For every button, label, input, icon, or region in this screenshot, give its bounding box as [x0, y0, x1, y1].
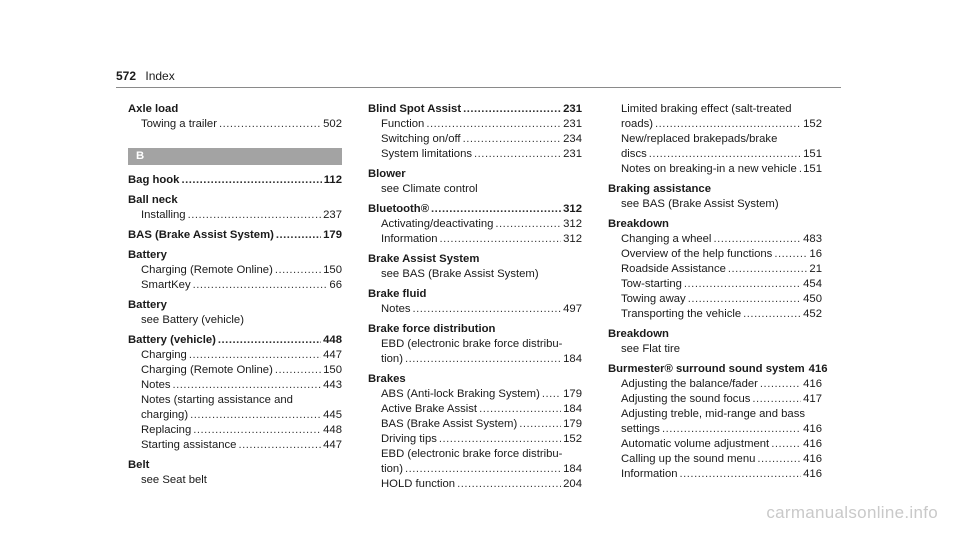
leader-dots — [757, 452, 801, 467]
page-ref[interactable]: 151 — [803, 148, 822, 160]
leader-dots — [413, 302, 562, 317]
index-subentry[interactable] — [128, 393, 342, 408]
leader-dots — [275, 363, 321, 378]
index-subentry[interactable] — [368, 417, 582, 432]
subentry-label: Driving tips — [381, 433, 437, 445]
page-ref[interactable]: 204 — [563, 478, 582, 490]
subentry-label: Towing away — [621, 293, 686, 305]
entry-spacer — [608, 482, 822, 487]
subentry-label: Adjusting treble, mid-range and bass — [621, 408, 805, 420]
page-number: 572 — [116, 69, 137, 83]
page-ref[interactable]: 312 — [563, 233, 582, 245]
page-ref[interactable]: 417 — [803, 393, 822, 405]
leader-dots — [238, 438, 321, 453]
section-title: Index — [145, 69, 175, 83]
page-ref[interactable]: 448 — [323, 334, 342, 346]
page-header — [116, 69, 175, 83]
page-ref[interactable]: 231 — [563, 103, 582, 115]
page-ref[interactable]: 416 — [803, 378, 822, 390]
entry-spacer — [368, 492, 582, 497]
leader-dots — [431, 202, 561, 217]
index-entry — [368, 102, 582, 162]
page-ref[interactable]: 184 — [563, 353, 582, 365]
page-ref[interactable]: 179 — [563, 388, 582, 400]
index-subentry[interactable] — [608, 232, 822, 247]
page-ref[interactable]: 66 — [329, 279, 342, 291]
index-subentry[interactable] — [128, 473, 342, 488]
leader-dots — [479, 402, 561, 417]
subentry-label: see Battery (vehicle) — [141, 314, 244, 326]
index-entry — [368, 252, 582, 282]
subentry-label: Charging — [141, 349, 187, 361]
leader-dots — [495, 217, 561, 232]
page-ref[interactable]: 312 — [563, 203, 582, 215]
page-ref[interactable]: 416 — [803, 438, 822, 450]
page-ref[interactable]: 231 — [563, 148, 582, 160]
page-ref[interactable]: 16 — [809, 248, 822, 260]
page-ref[interactable]: 443 — [323, 379, 342, 391]
leader-dots — [662, 422, 801, 437]
subentry-label: see Flat tire — [621, 343, 681, 355]
index-subentry[interactable] — [608, 147, 822, 162]
leader-dots — [680, 467, 802, 482]
index-subentry[interactable] — [368, 432, 582, 447]
page-ref[interactable]: 152 — [803, 118, 822, 130]
index-term[interactable] — [368, 287, 582, 302]
term-label: Ball neck — [128, 194, 178, 206]
subentry-label: Transporting the vehicle — [621, 308, 742, 320]
subentry-label: Changing a wheel — [621, 233, 712, 245]
page-ref[interactable]: 237 — [323, 209, 342, 221]
term-label: Burmester® surround sound system — [608, 363, 805, 375]
index-term[interactable] — [368, 372, 582, 387]
index-subentry[interactable] — [368, 402, 582, 417]
index-subentry[interactable] — [608, 437, 822, 452]
index-entry — [608, 362, 828, 482]
term-label: Bluetooth® — [368, 203, 430, 215]
page-ref[interactable]: 447 — [323, 349, 342, 361]
page-ref[interactable]: 231 — [563, 118, 582, 130]
index-subentry[interactable] — [368, 302, 582, 317]
header-rule — [116, 87, 841, 88]
index-subentry[interactable] — [608, 277, 822, 292]
index-entry — [128, 248, 342, 293]
index-subentry[interactable] — [368, 232, 582, 247]
index-subentry[interactable] — [128, 278, 342, 293]
leader-dots — [774, 247, 807, 262]
leader-dots — [440, 232, 562, 247]
page-ref[interactable]: 448 — [323, 424, 342, 436]
subentry-label: Limited braking effect (salt-treated — [621, 103, 792, 115]
leader-dots — [405, 352, 561, 367]
index-subentry[interactable] — [608, 342, 822, 357]
index-subentry[interactable] — [128, 348, 342, 363]
index-subentry[interactable] — [608, 392, 822, 407]
term-label: BAS (Brake Assist System) — [128, 229, 274, 241]
subentry-label: Notes on breaking-in a new vehicle — [621, 163, 797, 175]
page-ref[interactable]: 416 — [803, 453, 822, 465]
subentry-label: tion) — [381, 463, 403, 475]
subentry-label: HOLD function — [381, 478, 456, 490]
index-entry — [608, 182, 822, 212]
index-subentry[interactable] — [368, 462, 582, 477]
leader-dots — [752, 392, 801, 407]
index-term[interactable] — [368, 322, 582, 337]
index-entry — [368, 167, 582, 197]
leader-dots — [457, 477, 561, 492]
index-subentry[interactable] — [608, 292, 822, 307]
index-term[interactable] — [608, 362, 828, 377]
page-ref[interactable]: 452 — [803, 308, 822, 320]
leader-dots — [655, 117, 801, 132]
entry-spacer — [128, 132, 342, 137]
index-subentry[interactable] — [368, 477, 582, 492]
index-term[interactable] — [128, 298, 342, 313]
leader-dots — [474, 147, 561, 162]
page-ref[interactable]: 447 — [323, 439, 342, 451]
leader-dots — [426, 117, 561, 132]
index-term[interactable] — [128, 228, 342, 243]
index-entry — [368, 287, 582, 317]
index-entry — [128, 193, 342, 223]
term-label: Breakdown — [608, 218, 669, 230]
index-subentry[interactable] — [368, 267, 582, 282]
page-ref[interactable]: 416 — [803, 468, 822, 480]
index-subentry[interactable] — [368, 147, 582, 162]
leader-dots — [193, 278, 328, 293]
term-label: Battery — [128, 249, 167, 261]
letter-heading: B — [128, 148, 342, 165]
subentry-label: see BAS (Brake Assist System) — [621, 198, 779, 210]
subentry-label: Starting assistance — [141, 439, 237, 451]
index-subentry[interactable] — [368, 352, 582, 367]
subentry-label: EBD (electronic brake force distribu- — [381, 338, 563, 350]
leader-dots — [799, 162, 801, 177]
leader-dots — [173, 378, 322, 393]
index-subentry[interactable] — [608, 117, 822, 132]
leader-dots — [181, 173, 321, 188]
index-subentry[interactable] — [368, 117, 582, 132]
index-column-3 — [608, 102, 828, 487]
term-label: Brake Assist System — [368, 253, 480, 265]
page-ref[interactable]: 234 — [563, 133, 582, 145]
leader-dots — [218, 333, 321, 348]
index-term[interactable] — [608, 327, 822, 342]
index-subentry[interactable] — [608, 102, 822, 117]
index-subentry[interactable] — [368, 387, 582, 402]
index-term[interactable] — [368, 102, 582, 117]
leader-dots — [463, 132, 562, 147]
subentry-label: BAS (Brake Assist System) — [381, 418, 518, 430]
page-ref[interactable]: 184 — [563, 403, 582, 415]
leader-dots — [713, 232, 801, 247]
subentry-label: Activating/deactivating — [381, 218, 494, 230]
leader-dots — [193, 423, 321, 438]
page-ref[interactable]: 151 — [803, 163, 822, 175]
leader-dots — [760, 377, 801, 392]
term-label: Brake fluid — [368, 288, 427, 300]
index-subentry[interactable] — [128, 117, 342, 132]
leader-dots — [649, 147, 801, 162]
term-label: Belt — [128, 459, 150, 471]
subentry-label: Information — [381, 233, 438, 245]
page-ref[interactable]: 416 — [808, 363, 828, 375]
subentry-label: SmartKey — [141, 279, 191, 291]
leader-dots — [743, 307, 801, 322]
index-entry — [128, 102, 342, 132]
index-subentry[interactable] — [128, 378, 342, 393]
index-subentry[interactable] — [608, 467, 822, 482]
subentry-label: Replacing — [141, 424, 192, 436]
subentry-label: charging) — [141, 409, 189, 421]
index-subentry[interactable] — [368, 132, 582, 147]
page-ref[interactable]: 179 — [323, 229, 342, 241]
index-subentry[interactable] — [608, 307, 822, 322]
index-term[interactable] — [128, 102, 342, 117]
index-subentry[interactable] — [608, 132, 822, 147]
leader-dots — [219, 117, 321, 132]
entry-spacer — [128, 488, 342, 493]
page-ref[interactable]: 312 — [563, 218, 582, 230]
subentry-label: see BAS (Brake Assist System) — [381, 268, 539, 280]
index-term[interactable] — [608, 217, 822, 232]
index-subentry[interactable] — [608, 377, 822, 392]
page-ref[interactable]: 152 — [563, 433, 582, 445]
subentry-label: Information — [621, 468, 678, 480]
leader-dots — [188, 208, 322, 223]
subentry-label: see Climate control — [381, 183, 478, 195]
leader-dots — [439, 432, 561, 447]
index-subentry[interactable] — [608, 452, 822, 467]
page-ref[interactable]: 150 — [323, 264, 342, 276]
page-ref[interactable]: 450 — [803, 293, 822, 305]
subentry-label: Adjusting the sound focus — [621, 393, 751, 405]
subentry-label: Calling up the sound menu — [621, 453, 756, 465]
page-ref[interactable]: 179 — [563, 418, 582, 430]
index-subentry[interactable] — [608, 162, 822, 177]
subentry-label: Charging (Remote Online) — [141, 264, 273, 276]
subentry-label: Roadside Assistance — [621, 263, 726, 275]
page-ref[interactable]: 21 — [809, 263, 822, 275]
term-label: Braking assistance — [608, 183, 711, 195]
subentry-label: Function — [381, 118, 425, 130]
index-term[interactable] — [128, 458, 342, 473]
index-subentry[interactable] — [368, 447, 582, 462]
subentry-label: Notes — [141, 379, 171, 391]
subentry-label: discs — [621, 148, 647, 160]
index-subentry[interactable] — [608, 262, 822, 277]
index-entry — [128, 298, 342, 328]
index-term[interactable] — [608, 182, 822, 197]
index-subentry[interactable] — [128, 438, 342, 453]
subentry-label: Adjusting the balance/fader — [621, 378, 758, 390]
subentry-label: EBD (electronic brake force distribu- — [381, 448, 563, 460]
index-entry — [368, 202, 582, 247]
index-entry — [128, 458, 342, 488]
page-ref[interactable]: 445 — [323, 409, 342, 421]
index-subentry[interactable] — [128, 263, 342, 278]
page-ref[interactable]: 502 — [323, 118, 342, 130]
leader-dots — [189, 348, 321, 363]
leader-dots — [405, 462, 561, 477]
index-term[interactable] — [128, 173, 342, 188]
index-subentry[interactable] — [608, 197, 822, 212]
index-entry — [608, 102, 822, 177]
leader-dots — [276, 228, 321, 243]
leader-dots — [519, 417, 561, 432]
leader-dots — [688, 292, 801, 307]
index-entry — [128, 228, 342, 243]
index-subentry[interactable] — [128, 423, 342, 438]
leader-dots — [190, 408, 321, 423]
index-column-2 — [368, 102, 582, 497]
index-entry — [608, 327, 822, 357]
page-ref[interactable]: 184 — [563, 463, 582, 475]
subentry-label: Automatic volume adjustment — [621, 438, 770, 450]
index-column-1 — [128, 102, 342, 493]
index-subentry[interactable] — [128, 313, 342, 328]
leader-dots — [771, 437, 801, 452]
subentry-label: Notes (starting assistance and — [141, 394, 293, 406]
index-entry — [128, 173, 342, 188]
page-ref[interactable]: 454 — [803, 278, 822, 290]
index-term[interactable] — [128, 193, 342, 208]
index-subentry[interactable] — [608, 247, 822, 262]
page-ref[interactable]: 416 — [803, 423, 822, 435]
term-label: Battery (vehicle) — [128, 334, 216, 346]
index-subentry[interactable] — [368, 337, 582, 352]
leader-dots — [275, 263, 321, 278]
term-label: Battery — [128, 299, 167, 311]
subentry-label: Tow-starting — [621, 278, 682, 290]
index-entry — [608, 217, 822, 322]
subentry-label: Overview of the help functions — [621, 248, 773, 260]
index-subentry[interactable] — [368, 217, 582, 232]
subentry-label: Installing — [141, 209, 186, 221]
term-label: Axle load — [128, 103, 179, 115]
term-label: Blind Spot Assist — [368, 103, 462, 115]
watermark: carmanualsonline.info — [766, 503, 938, 522]
index-term[interactable] — [368, 202, 582, 217]
index-subentry[interactable] — [128, 208, 342, 223]
index-subentry[interactable] — [608, 422, 822, 437]
page-ref[interactable]: 483 — [803, 233, 822, 245]
page-ref[interactable]: 112 — [323, 174, 342, 186]
term-label: Brake force distribution — [368, 323, 496, 335]
index-entry — [368, 322, 582, 367]
subentry-label: tion) — [381, 353, 403, 365]
index-term[interactable] — [368, 252, 582, 267]
index-entry — [368, 372, 582, 492]
index-term[interactable] — [128, 333, 342, 348]
index-term[interactable] — [128, 248, 342, 263]
subentry-label: Notes — [381, 303, 411, 315]
term-label: Bag hook — [128, 174, 180, 186]
index-subentry[interactable] — [128, 408, 342, 423]
subentry-label: see Seat belt — [141, 474, 207, 486]
subentry-label: ABS (Anti-lock Braking System) — [381, 388, 540, 400]
page-ref[interactable]: 497 — [563, 303, 582, 315]
subentry-label: New/replaced brakepads/brake — [621, 133, 778, 145]
index-entry — [128, 333, 342, 453]
index-term[interactable] — [368, 167, 582, 182]
leader-dots — [463, 102, 561, 117]
leader-dots — [542, 387, 561, 402]
subentry-label: roads) — [621, 118, 654, 130]
subentry-label: Towing a trailer — [141, 118, 217, 130]
leader-dots — [684, 277, 801, 292]
term-label: Breakdown — [608, 328, 669, 340]
subentry-label: settings — [621, 423, 660, 435]
subentry-label: Switching on/off — [381, 133, 461, 145]
page-ref[interactable]: 150 — [323, 364, 342, 376]
term-label: Brakes — [368, 373, 406, 385]
term-label: Blower — [368, 168, 406, 180]
index-subentry[interactable] — [128, 363, 342, 378]
subentry-label: System limitations — [381, 148, 473, 160]
leader-dots — [728, 262, 808, 277]
index-subentry[interactable] — [608, 407, 822, 422]
index-subentry[interactable] — [368, 182, 582, 197]
subentry-label: Charging (Remote Online) — [141, 364, 273, 376]
subentry-label: Active Brake Assist — [381, 403, 478, 415]
